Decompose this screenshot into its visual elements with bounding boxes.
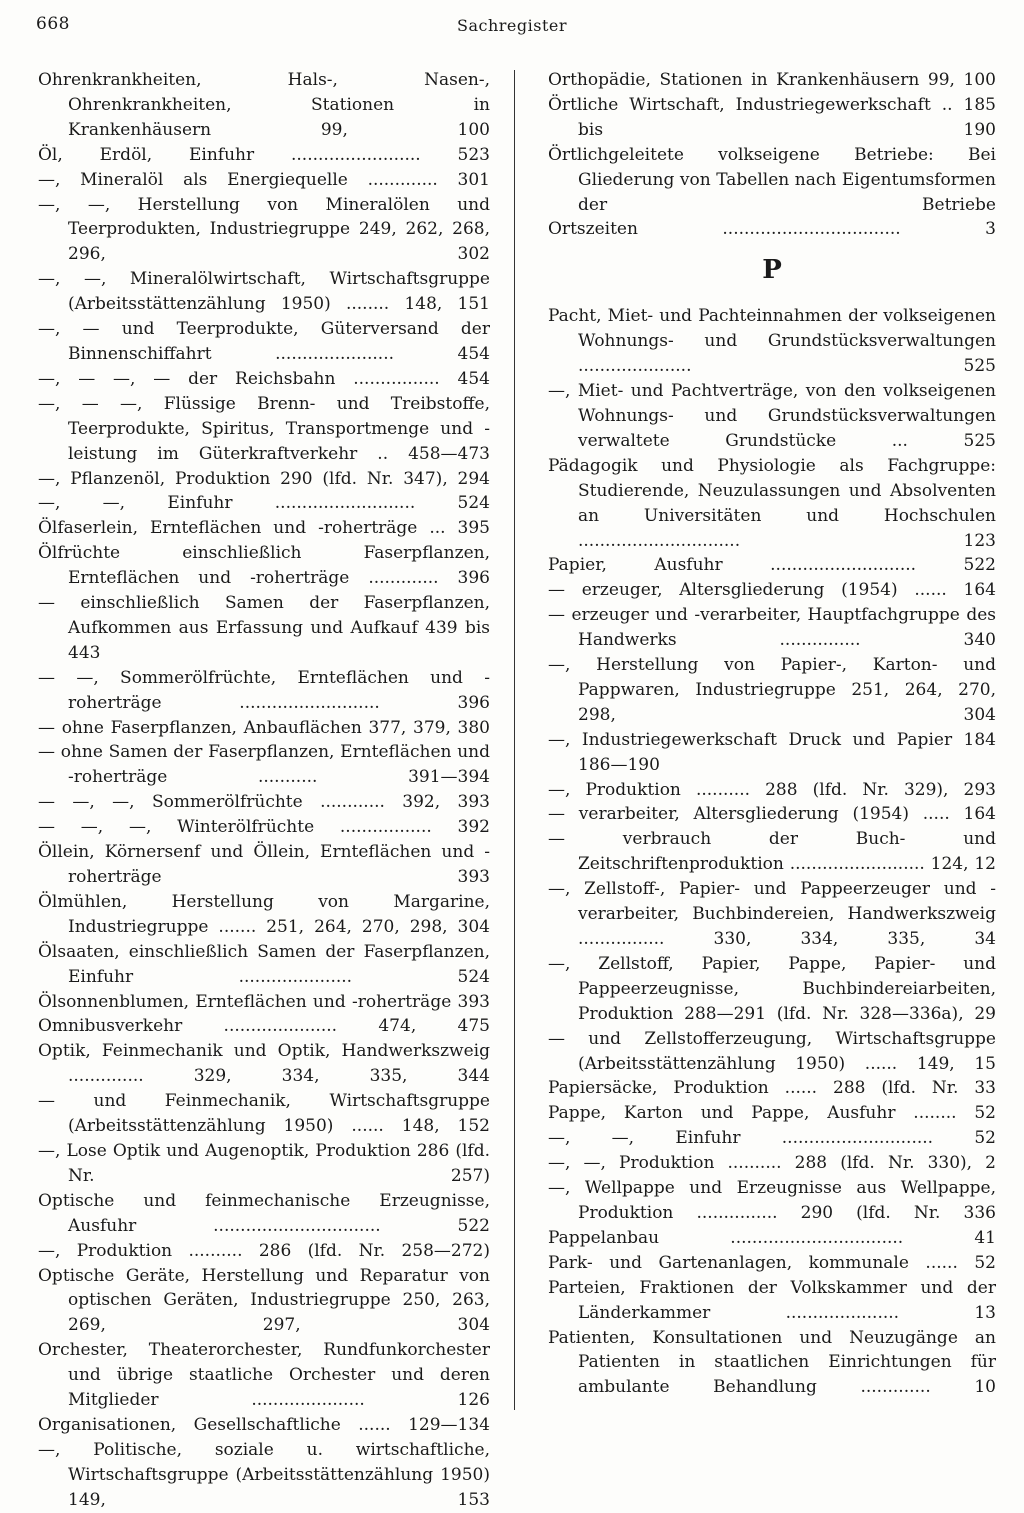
index-entry: —, Produktion .......... 286 (lfd. Nr. 258—272) [38, 1240, 490, 1261]
index-entry: — verarbeiter, Altersgliederung (1954) ..... 164 [548, 804, 996, 825]
index-entry: — —, Sommerölfrüchte, Ernteflächen und -roherträge .......................... 396 [38, 667, 490, 713]
index-entry: Optik, Feinmechanik und Optik, Handwerkszweig .............. 329, 334, 335, 344 [38, 1041, 490, 1087]
index-entry: Pappe, Karton und Pappe, Ausfuhr ........ 52 [548, 1103, 996, 1124]
page-number: 668 [36, 14, 70, 34]
index-entry: — ohne Samen der Faserpflanzen, Ernteflächen und -roherträge ........... 391—394 [38, 742, 490, 788]
index-entry: —, Produktion .......... 288 (lfd. Nr. 329), 293 [548, 779, 996, 800]
index-entry: —, —, Mineralölwirtschaft, Wirtschaftsgruppe (Arbeitsstättenzählung 1950) ........ 148, 151 [38, 269, 490, 315]
index-entry: —, Industriegewerkschaft Druck und Papier 184 186—190 [548, 729, 996, 775]
index-entry: Organisationen, Gesellschaftliche ...... 129—134 [38, 1414, 490, 1435]
index-entry: Öllein, Körnersenf und Öllein, Ernteflächen und -roherträge 393 [38, 842, 490, 887]
index-entry: —, Pflanzenöl, Produktion 290 (lfd. Nr. 347), 294 [38, 468, 490, 489]
index-entry: —, —, Einfuhr ............................ 52 [548, 1128, 996, 1149]
index-entry: — einschließlich Samen der Faserpflanzen, Aufkommen aus Erfassung und Aufkauf 439 bis 443 [38, 593, 490, 663]
index-entry: Optische und feinmechanische Erzeugnisse, Ausfuhr ............................... 522 [38, 1190, 490, 1236]
index-entry: —, — —, — der Reichsbahn ................ 454 [38, 368, 490, 389]
index-entry: — erzeuger, Altersgliederung (1954) ...... 164 [548, 580, 996, 601]
index-group-o [548, 68, 996, 242]
index-entry: Ölsaaten, einschließlich Samen der Faserpflanzen, Einfuhr ..................... 524 [38, 941, 490, 987]
index-entry: Pädagogik und Physiologie als Fachgruppe: Studierende, Neuzulassungen und Absolventen an Universitäten und Hochschulen .............................. 123 [548, 455, 996, 551]
index-entry: Örtlichgeleitete volkseigene Betriebe: Bei Gliederung von Tabellen nach Eigentumsformen der Betriebe [548, 144, 996, 215]
index-entry: Ölmühlen, Herstellung von Margarine, Industriegruppe ....... 251, 264, 270, 298, 304 [38, 891, 490, 937]
index-entry: —, —, Einfuhr .......................... 524 [38, 493, 490, 514]
column-divider [514, 70, 515, 1410]
section-letter: P [762, 255, 782, 286]
index-entry: —, Zellstoff-, Papier- und Pappeerzeuger und -verarbeiter, Buchbindereien, Handwerkszweig ................ 330, 334, 335, 34 [548, 879, 996, 949]
index-entry: Park- und Gartenanlagen, kommunale ...... 52 [548, 1252, 996, 1273]
index-entry: — ohne Faserpflanzen, Anbauflächen 377, 379, 380 [38, 717, 490, 738]
index-entry: —, Zellstoff, Papier, Pappe, Papier- und Pappeerzeugnisse, Buchbindereiarbeiten, Produktion 288—291 (lfd. Nr. 328—336a), 29 [548, 953, 996, 1024]
index-entry: — —, —, Sommerölfrüchte ............ 392, 393 [38, 792, 490, 813]
index-entry: Patienten, Konsultationen und Neuzugänge an Patienten in staatlichen Einrichtungen für ambulante Behandlung ............. 10 [548, 1327, 996, 1398]
index-entry: Parteien, Fraktionen der Volkskammer und der Länderkammer ..................... 13 [548, 1277, 996, 1323]
index-entry: Pacht, Miet- und Pachteinnahmen der volkseigenen Wohnungs- und Grundstücksverwaltungen ..................... 525 [548, 306, 996, 377]
index-entry: Orchester, Theaterorchester, Rundfunkorchester und übrige staatliche Orchester und deren Mitglieder ..................... 126 [38, 1340, 490, 1411]
index-entry: — und Feinmechanik, Wirtschaftsgruppe (Arbeitsstättenzählung 1950) ...... 148, 152 [38, 1091, 490, 1137]
index-entry: Pappelanbau ................................ 41 [548, 1227, 996, 1248]
index-entry: —, — und Teerprodukte, Güterversand der Binnenschiffahrt ...................... 454 [38, 319, 490, 364]
index-entry: Papiersäcke, Produktion ...... 288 (lfd. Nr. 33 [548, 1078, 996, 1099]
index-entry: — und Zellstofferzeugung, Wirtschaftsgruppe (Arbeitsstättenzählung 1950) ...... 149, 15 [548, 1028, 996, 1074]
index-entry: —, Lose Optik und Augenoptik, Produktion 286 (lfd. Nr. 257) [38, 1140, 490, 1186]
index-entry: Papier, Ausfuhr ........................... 522 [548, 555, 996, 576]
index-entry: —, Mineralöl als Energiequelle ............. 301 [38, 169, 490, 190]
index-entry: — —, —, Winterölfrüchte ................. 392 [38, 817, 490, 838]
index-entry: — verbrauch der Buch- und Zeitschriftenproduktion ......................... 124, 12 [548, 829, 996, 875]
index-entry: Öl, Erdöl, Einfuhr ........................ 523 [38, 144, 490, 165]
index-entry: Ölfrüchte einschließlich Faserpflanzen, Ernteflächen und -roherträge ............. 396 [38, 543, 490, 589]
index-entry: Omnibusverkehr ..................... 474, 475 [38, 1016, 490, 1037]
index-entry: Ölsonnenblumen, Ernteflächen und -roherträge 393 [38, 991, 490, 1012]
index-group-p [548, 304, 996, 1400]
index-entry: Örtliche Wirtschaft, Industriegewerkschaft .. 185 bis 190 [548, 94, 996, 140]
index-entry: —, Miet- und Pachtverträge, von den volkseigenen Wohnungs- und Grundstücksverwaltungen verwaltete Grundstücke ... 525 [548, 381, 996, 451]
index-entry: Ortszeiten ................................. 3 [548, 219, 996, 240]
index-entry: Ohrenkrankheiten, Hals-, Nasen-, Ohrenkrankheiten, Stationen in Krankenhäusern 99, 100 [38, 70, 490, 140]
index-entry: —, — —, Flüssige Brenn- und Treibstoffe, Teerprodukte, Spiritus, Transportmenge und -leistung im Güterkraftverkehr .. 458—473 [38, 393, 490, 464]
index-entry: —, —, Herstellung von Mineralölen und Teerprodukten, Industriegruppe 249, 262, 268, 296, 302 [38, 194, 490, 265]
index-entry: —, —, Produktion .......... 288 (lfd. Nr. 330), 2 [548, 1153, 996, 1174]
index-entry: —, Wellpappe und Erzeugnisse aus Wellpappe, Produktion ............... 290 (lfd. Nr. 336 [548, 1178, 996, 1223]
index-entry: Orthopädie, Stationen in Krankenhäusern 99, 100 [548, 70, 996, 90]
index-entry: — erzeuger und -verarbeiter, Hauptfachgruppe des Handwerks ............... 340 [548, 605, 996, 651]
index-entry: —, Politische, soziale u. wirtschaftliche, Wirtschaftsgruppe (Arbeitsstättenzählung 1950) 149, 153 [38, 1439, 490, 1510]
index-entry: —, Herstellung von Papier-, Karton- und Pappwaren, Industriegruppe 251, 264, 270, 298, 304 [548, 655, 996, 725]
running-head: Sachregister [457, 16, 567, 35]
index-column-right [548, 68, 996, 1400]
index-column-left [38, 68, 490, 1513]
index-entry: Ölfaserlein, Ernteflächen und -roherträge ... 395 [38, 518, 490, 539]
index-entry: Optische Geräte, Herstellung und Reparatur von optischen Geräten, Industriegruppe 250, 263, 269, 297, 304 [38, 1265, 490, 1336]
